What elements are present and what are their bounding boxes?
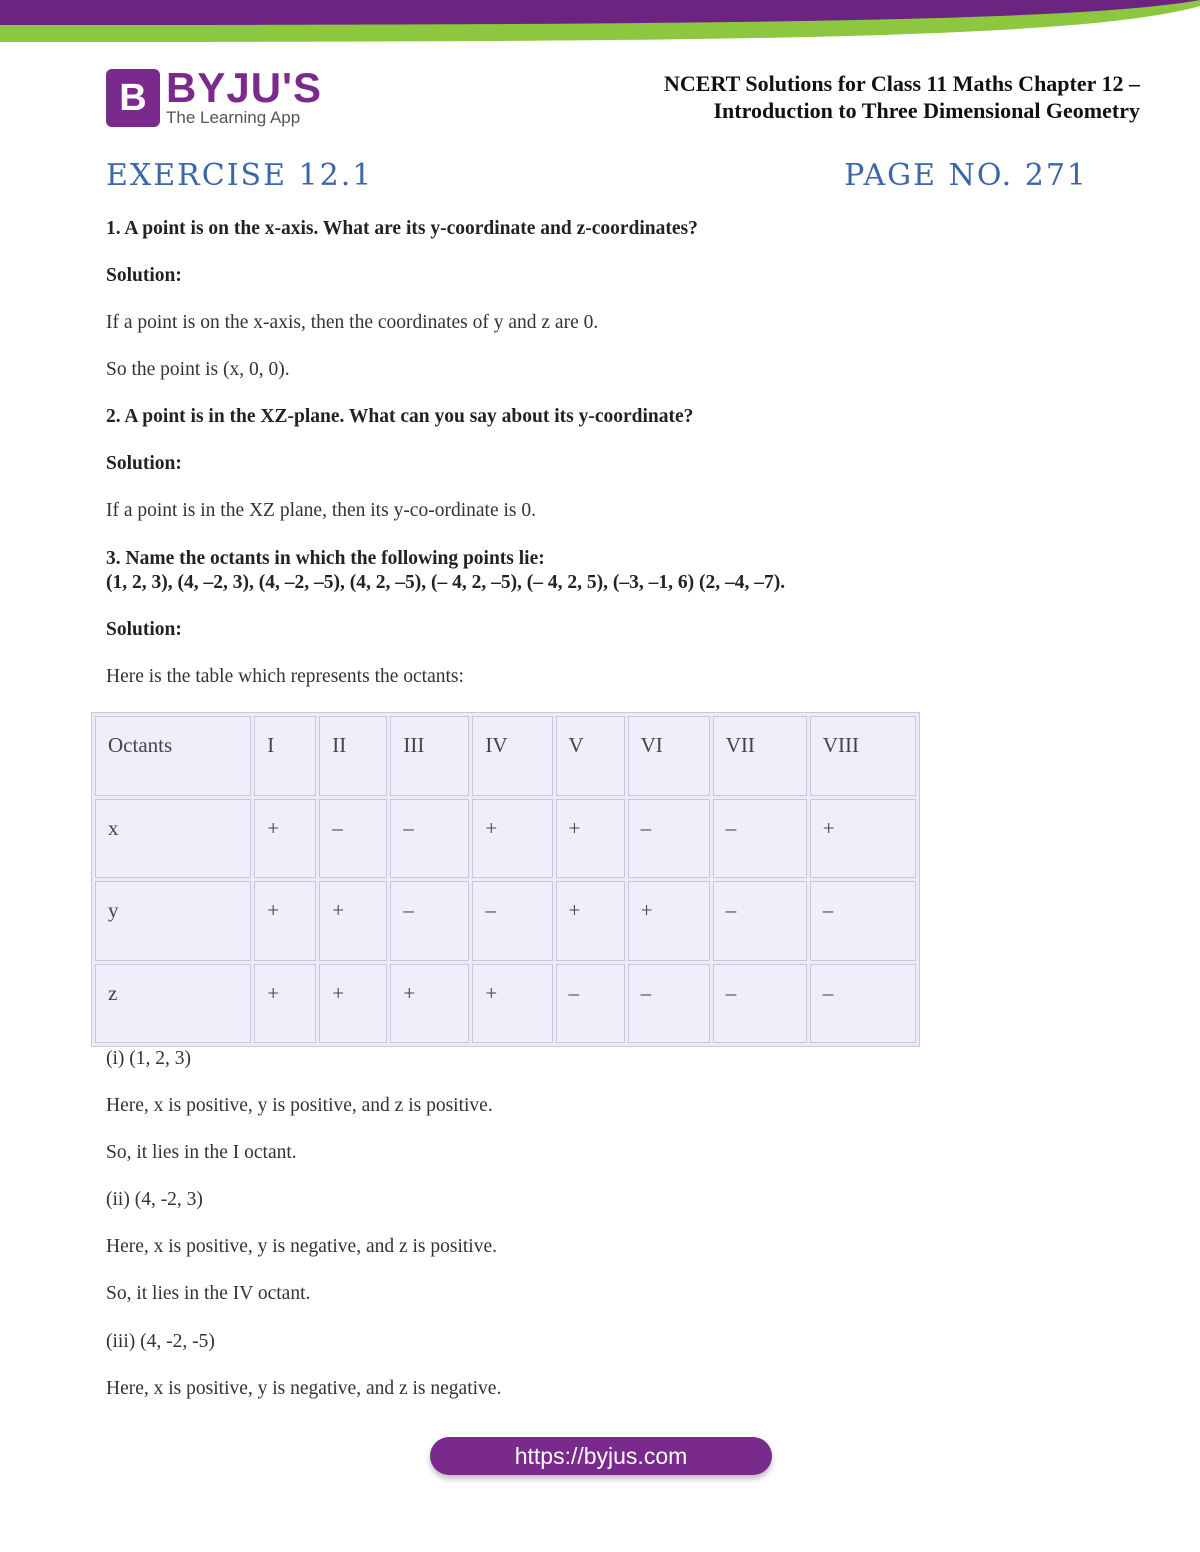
question-2: 2. A point is in the XZ-plane. What can you say about its y-coordinate? bbox=[106, 406, 694, 427]
solution-label-1: Solution: bbox=[106, 265, 182, 286]
table-cell: – bbox=[713, 881, 807, 961]
answer-2-reason: Here, x is positive, y is negative, and z is positive. bbox=[106, 1236, 498, 1257]
table-intro: Here is the table which represents the octants: bbox=[106, 666, 464, 687]
answer-1-result: So, it lies in the I octant. bbox=[106, 1142, 297, 1163]
table-cell: – bbox=[810, 881, 916, 961]
question-1: 1. A point is on the x-axis. What are its y-coordinate and z-coordinates? bbox=[106, 218, 698, 239]
table-cell: + bbox=[319, 964, 387, 1044]
logo-mark bbox=[106, 69, 160, 127]
table-cell: + bbox=[254, 799, 316, 879]
table-cell: + bbox=[810, 799, 916, 879]
footer-url-link[interactable] bbox=[430, 1437, 772, 1475]
page-number-label: PAGE NO. 271 bbox=[844, 158, 1088, 193]
table-header-cell: V bbox=[556, 716, 625, 796]
answer-2-point: (ii) (4, -2, 3) bbox=[106, 1189, 203, 1210]
answer-1-point: (i) (1, 2, 3) bbox=[106, 1048, 192, 1069]
footer-url-text: https://byjus.com bbox=[514, 1442, 688, 1469]
solution-1-line-2: So the point is (x, 0, 0). bbox=[106, 359, 290, 380]
table-cell: + bbox=[472, 964, 552, 1044]
byjus-logo bbox=[106, 64, 323, 128]
answer-2-result: So, it lies in the IV octant. bbox=[106, 1283, 311, 1304]
table-cell: – bbox=[472, 881, 552, 961]
question-3-line-1: 3. Name the octants in which the following points lie: bbox=[106, 548, 545, 569]
table-cell: y bbox=[95, 881, 251, 961]
table-cell: – bbox=[390, 881, 469, 961]
table-cell: – bbox=[628, 964, 710, 1044]
table-cell: + bbox=[319, 881, 387, 961]
logo-tagline: The Learning App bbox=[166, 108, 301, 127]
table-header-cell: I bbox=[254, 716, 316, 796]
table-cell: – bbox=[628, 799, 710, 879]
table-header-cell: II bbox=[319, 716, 387, 796]
table-cell: + bbox=[556, 881, 625, 961]
solution-label-2: Solution: bbox=[106, 453, 182, 474]
answer-1-reason: Here, x is positive, y is positive, and z is positive. bbox=[106, 1095, 493, 1116]
table-cell: – bbox=[556, 964, 625, 1044]
solution-label-3: Solution: bbox=[106, 619, 182, 640]
table-cell: + bbox=[254, 881, 316, 961]
table-header-cell: VI bbox=[628, 716, 710, 796]
document-title bbox=[664, 70, 1140, 124]
table-row-z bbox=[95, 964, 916, 1044]
table-cell: x bbox=[95, 799, 251, 879]
table-row-y bbox=[95, 881, 916, 961]
document-title-line1: NCERT Solutions for Class 11 Maths Chapter 12 – bbox=[664, 71, 1140, 96]
table-cell: + bbox=[628, 881, 710, 961]
table-cell: + bbox=[254, 964, 316, 1044]
document-title-line2: Introduction to Three Dimensional Geometry bbox=[713, 98, 1140, 123]
table-cell: + bbox=[556, 799, 625, 879]
table-header-cell: VIII bbox=[810, 716, 916, 796]
answer-3-reason: Here, x is positive, y is negative, and z is negative. bbox=[106, 1378, 502, 1399]
table-header-cell: IV bbox=[472, 716, 552, 796]
question-3-line-2: (1, 2, 3), (4, –2, 3), (4, –2, –5), (4, 2, –5), (– 4, 2, –5), (– 4, 2, 5), (–3, –1, 6) (2, –4, –7). bbox=[106, 572, 786, 593]
table-cell: + bbox=[472, 799, 552, 879]
table-cell: – bbox=[390, 799, 469, 879]
table-header-cell: III bbox=[390, 716, 469, 796]
answer-3-point: (iii) (4, -2, -5) bbox=[106, 1331, 215, 1352]
table-cell: – bbox=[713, 964, 807, 1044]
table-cell: – bbox=[713, 799, 807, 879]
table-header-row bbox=[95, 716, 916, 796]
logo-letter: B bbox=[119, 77, 147, 119]
table-cell: – bbox=[319, 799, 387, 879]
header-decorative-band bbox=[0, 0, 1200, 44]
table-cell: z bbox=[95, 964, 251, 1044]
table-cell: – bbox=[810, 964, 916, 1044]
table-row-x bbox=[95, 799, 916, 879]
solution-1-line-1: If a point is on the x-axis, then the coordinates of y and z are 0. bbox=[106, 312, 599, 333]
table-cell: + bbox=[390, 964, 469, 1044]
table-header-cell: VII bbox=[713, 716, 807, 796]
logo-name: BYJU'S bbox=[166, 64, 323, 111]
table-header-cell: Octants bbox=[95, 716, 251, 796]
exercise-label: EXERCISE 12.1 bbox=[106, 158, 374, 193]
octant-sign-table bbox=[91, 712, 920, 1047]
solution-2-line-1: If a point is in the XZ plane, then its y-co-ordinate is 0. bbox=[106, 500, 536, 521]
